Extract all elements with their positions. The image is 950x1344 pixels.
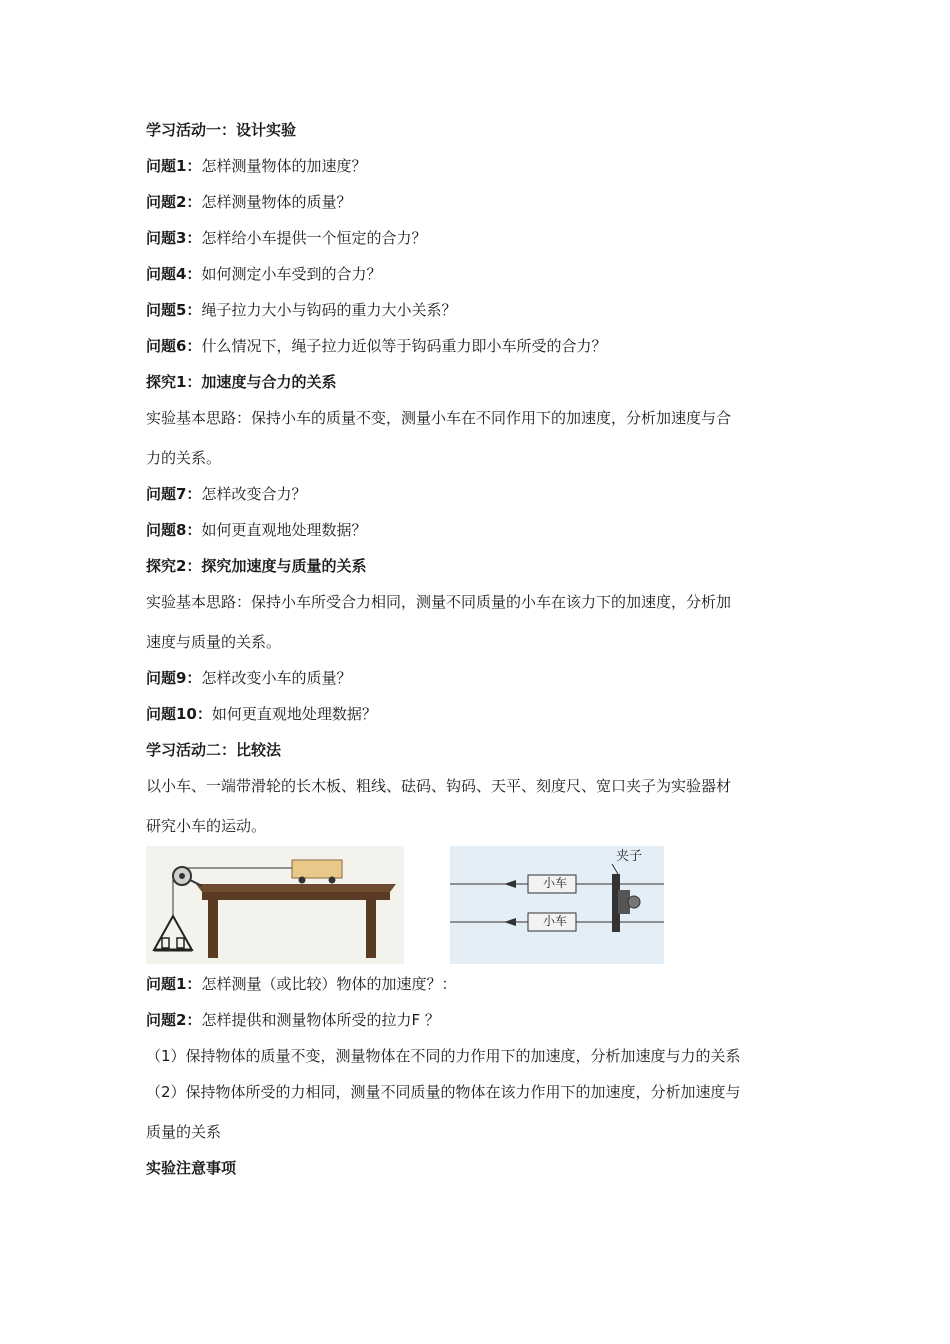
explore1-idea-line2: 力的关系。	[146, 449, 222, 467]
question-7: 问题7：怎样改变合力？	[146, 485, 307, 503]
question-6: 问题6：什么情况下，绳子拉力近似等于钩码重力即小车所受的合力？	[146, 337, 607, 355]
cart-label-top: 小车	[542, 876, 567, 890]
clip-label: 夹子	[616, 849, 643, 864]
activity2-point-1: （1）保持物体的质量不变，测量物体在不同的力作用下的加速度，分析加速度与力的关系	[146, 1047, 741, 1065]
cart-label-bottom: 小车	[542, 914, 567, 928]
question-4: 问题4：如何测定小车受到的合力？	[146, 265, 382, 283]
question-3: 问题3：怎样给小车提供一个恒定的合力？	[146, 229, 427, 247]
activity1-title: 学习活动一：设计实验	[146, 121, 297, 139]
experiment-figure	[146, 846, 810, 964]
activity2-question-2: 问题2：怎样提供和测量物体所受的拉力F ？	[146, 1011, 440, 1029]
document-body	[146, 120, 810, 1178]
question-9: 问题9：怎样改变小车的质量？	[146, 669, 352, 687]
question-8: 问题8：如何更直观地处理数据？	[146, 521, 367, 539]
activity2-point-2-line2: 质量的关系	[146, 1123, 222, 1141]
activity2-question-1: 问题1：怎样测量（或比较）物体的加速度？：	[146, 975, 457, 993]
explore1-idea-line1: 实验基本思路：保持小车的质量不变，测量小车在不同作用下的加速度，分析加速度与合	[146, 409, 732, 427]
activity2-desc-line1: 以小车、一端带滑轮的长木板、粗线、砝码、钩码、天平、刻度尺、宽口夹子为实验器材	[146, 777, 732, 795]
explore2-idea-line2: 速度与质量的关系。	[146, 633, 282, 651]
explore1-title: 探究1：加速度与合力的关系	[146, 373, 337, 391]
table-pulley-illustration	[146, 846, 404, 964]
activity2-desc-line2: 研究小车的运动。	[146, 817, 267, 835]
activity2-point-2-line1: （2）保持物体所受的力相同，测量不同质量的物体在该力作用下的加速度，分析加速度与	[146, 1083, 741, 1101]
question-1: 问题1：怎样测量物体的加速度？	[146, 157, 367, 175]
question-2: 问题2：怎样测量物体的质量？	[146, 193, 352, 211]
question-10: 问题10：如何更直观地处理数据？	[146, 705, 377, 723]
explore2-title: 探究2：探究加速度与质量的关系	[146, 557, 367, 575]
notes-title: 实验注意事项	[146, 1159, 237, 1177]
activity2-title: 学习活动二：比较法	[146, 741, 282, 759]
explore2-idea-line1: 实验基本思路：保持小车所受合力相同，测量不同质量的小车在该力下的加速度，分析加	[146, 593, 732, 611]
question-5: 问题5：绳子拉力大小与钩码的重力大小关系？	[146, 301, 457, 319]
